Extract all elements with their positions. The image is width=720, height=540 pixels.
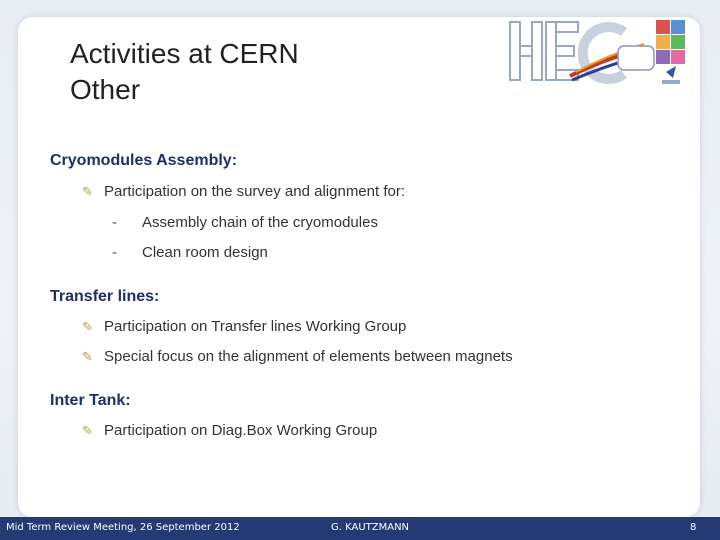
section-heading-transfer-lines: Transfer lines: — [50, 288, 160, 305]
subitem-assembly-chain — [112, 214, 378, 231]
bullet-text: Special focus on the alignment of elements between magnets — [104, 348, 513, 365]
section-heading-inter-tank: Inter Tank: — [50, 392, 131, 409]
bullet-text: Participation on the survey and alignment for: — [104, 183, 406, 200]
subitem-text: Clean room design — [142, 244, 268, 261]
bullet-transfer-working-group — [82, 318, 406, 335]
dash-marker: - — [112, 214, 117, 231]
slide-footer — [0, 517, 720, 540]
hecal-logo — [506, 18, 688, 88]
subitem-clean-room — [112, 244, 268, 261]
pencil-bullet-icon: ✎ — [82, 184, 93, 199]
section-heading-cryomodules: Cryomodules Assembly: — [50, 152, 238, 169]
bullet-special-focus — [82, 348, 513, 365]
pencil-bullet-icon: ✎ — [82, 349, 93, 364]
subitem-text: Assembly chain of the cryomodules — [142, 214, 378, 231]
bullet-text: Participation on Diag.Box Working Group — [104, 422, 378, 439]
footer-page-number: 8 — [690, 522, 697, 533]
dash-marker: - — [112, 244, 117, 261]
pencil-bullet-icon: ✎ — [82, 319, 93, 334]
title-line-1: Activities at CERN — [70, 38, 299, 69]
bullet-diagbox-working-group — [82, 422, 377, 439]
pencil-bullet-icon: ✎ — [82, 423, 93, 438]
slide-title — [70, 36, 490, 108]
footer-meeting: Mid Term Review Meeting, 26 September 2012 — [6, 522, 240, 533]
title-line-2: Other — [70, 74, 141, 105]
bullet-survey-alignment — [82, 183, 405, 200]
footer-author: G. KAUTZMANN — [331, 522, 410, 533]
bullet-text: Participation on Transfer lines Working Group — [104, 318, 407, 335]
